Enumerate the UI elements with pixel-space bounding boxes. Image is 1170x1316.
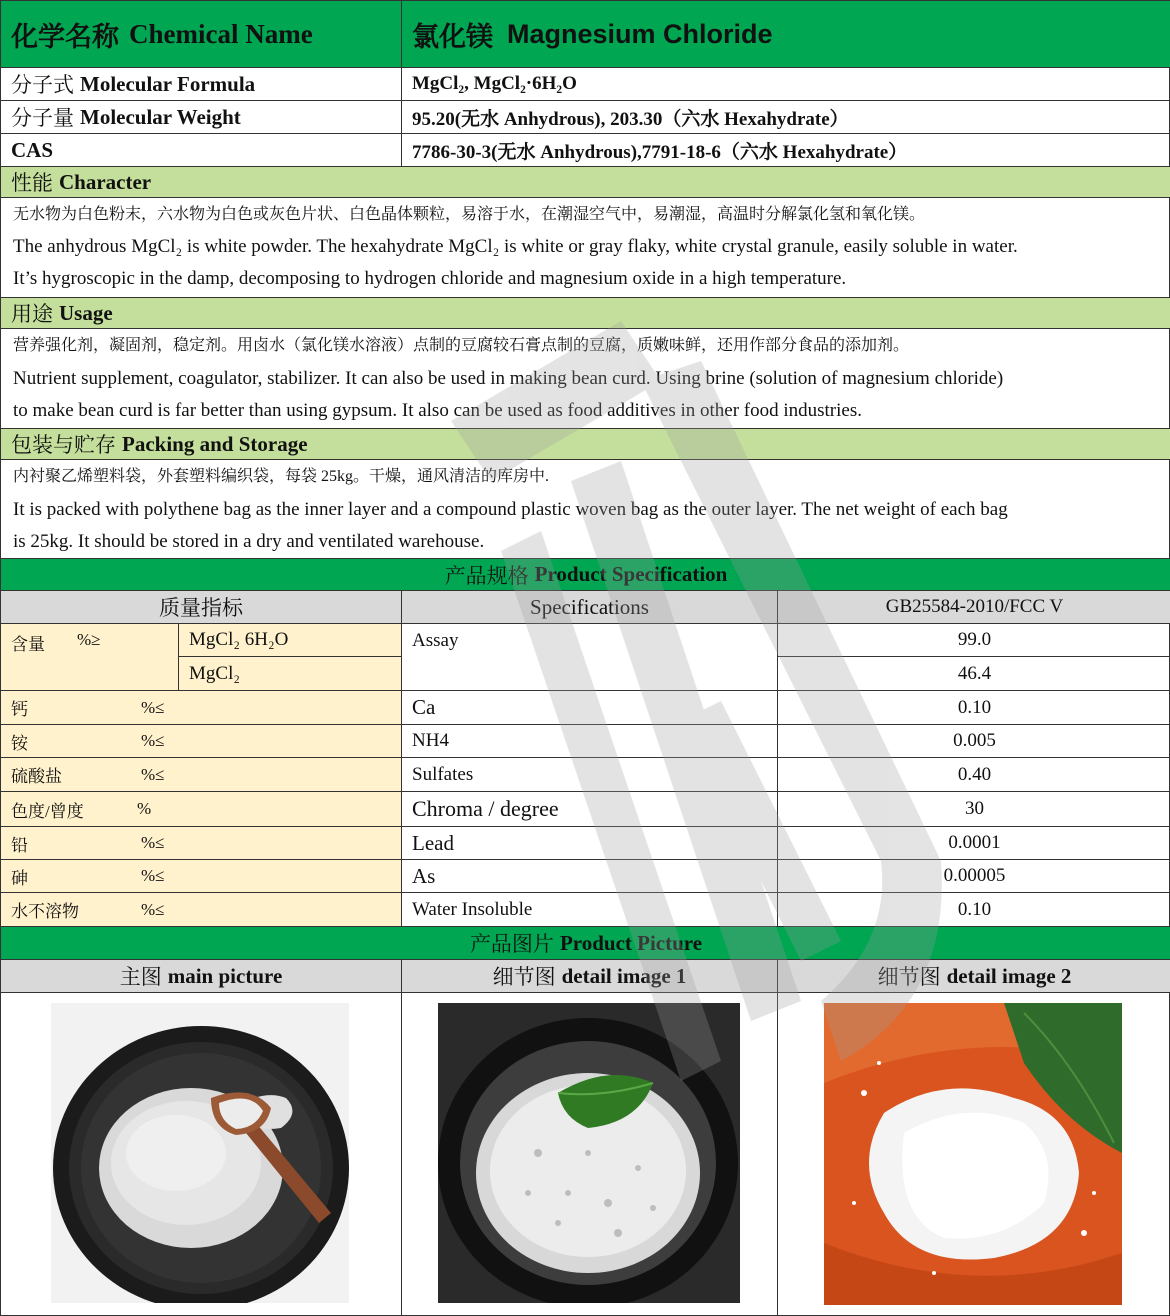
spec-row (1, 725, 1170, 758)
spec-row-value: 0.10 (957, 898, 992, 920)
spec-table-header (1, 591, 1170, 624)
spec-row-cn: 铅 (11, 835, 28, 855)
picture-band (1, 927, 1170, 960)
section-text-en-2: is 25kg. It should be stored in a dry and ventilated warehouse. (13, 531, 485, 552)
assay-en: Assay (402, 624, 778, 690)
caption-detail-1 (402, 960, 778, 992)
spec-row (1, 827, 1170, 860)
spec-row-unit: %≤ (141, 899, 165, 919)
assay-unit: %≥ (77, 630, 101, 649)
spec-row-value: 0.10 (957, 696, 992, 718)
caption-main-cn: 主图 (119, 965, 162, 989)
section-text-en-2: It’s hygroscopic in the damp, decomposing to hydrogen chloride and magnesium oxide in a high temperature. (13, 268, 847, 289)
info-label-en: Molecular Weight (80, 104, 241, 129)
section-title (1, 429, 1170, 459)
section-title-cn: 用途 (11, 302, 53, 326)
section-title (1, 167, 1170, 197)
section-title-en: Usage (59, 300, 113, 325)
picture-captions (1, 960, 1170, 993)
spec-row-en: Sulfates (402, 758, 778, 791)
main-product-image (51, 1003, 349, 1303)
info-label (1, 134, 402, 166)
picture-band-cn: 产品图片 (469, 932, 554, 956)
spec-row-unit: %≤ (141, 866, 165, 885)
header-left-cn: 化学名称 (11, 21, 119, 52)
section-title-en: Character (59, 169, 152, 194)
caption-detail1-cn: 细节图 (492, 965, 556, 989)
info-label-cn: 分子量 (11, 106, 74, 130)
header-row (1, 1, 1170, 68)
header-right-en: Magnesium Chloride (507, 18, 773, 49)
main-product-svg (51, 1003, 349, 1303)
spec-row-value: 30 (965, 798, 984, 819)
section-title-cn: 性能 (11, 171, 53, 195)
spec-row-en: NH4 (402, 725, 778, 757)
detail-1-svg (438, 1003, 740, 1303)
section-text-cn: 内衬聚乙烯塑料袋，外套塑料编织袋，每袋 25kg。干燥，通风清洁的库房中. (13, 468, 550, 485)
section-header-character (1, 167, 1170, 198)
assay-label: 含量 (11, 635, 45, 654)
caption-detail1-en: detail image 1 (561, 963, 687, 988)
spec-row-en: Ca (402, 691, 778, 724)
section-title-en: Packing and Storage (122, 431, 308, 456)
spec-row-cn: 水不溶物 (11, 902, 79, 921)
caption-main (1, 960, 402, 992)
section-text-cn: 无水物为白色粉末，六水物为白色或灰色片状、白色晶体颗粒，易溶于水，在潮湿空气中，易潮湿，高温时分解氯化氢和氧化镁。 (13, 206, 926, 223)
header-label-cell (1, 1, 402, 67)
spec-row-label (1, 691, 402, 724)
spec-row (1, 691, 1170, 725)
spec-row-cn: 硫酸盐 (11, 767, 62, 786)
info-value: MgCl₂, MgCl₂·6H₂O (412, 73, 577, 94)
spec-row-cn: 砷 (11, 868, 28, 888)
col-header-spec: Specifications (402, 591, 778, 623)
spec-row-value: 0.005 (953, 730, 996, 751)
detail-image-1 (438, 1003, 740, 1303)
section-text-en-1: Nutrient supplement, coagulator, stabilizer. It can also be used in making bean curd. Using brine (solution of magnesium chloride) (13, 368, 1004, 389)
section-title (1, 298, 1170, 328)
spec-row (1, 758, 1170, 792)
header-right-cn: 氯化镁 (412, 21, 493, 52)
spec-row (1, 792, 1170, 827)
spec-row-cn: 铵 (11, 733, 28, 753)
spec-row-label (1, 792, 402, 826)
info-label (1, 101, 402, 133)
info-row-weight (1, 101, 1170, 134)
info-label-en: CAS (11, 137, 54, 162)
assay-value-1: 99.0 (778, 624, 1170, 657)
detail-2-svg (824, 1003, 1122, 1305)
info-value: 95.20(无水 Anhydrous), 203.30（六水 Hexahydrate） (412, 108, 849, 130)
section-header-packing (1, 429, 1170, 460)
info-row-cas (1, 134, 1170, 167)
caption-main-en: main picture (167, 963, 283, 988)
spec-row-cn: 色度/曾度 (11, 801, 84, 821)
section-body-packing (1, 460, 1170, 559)
caption-detail-2 (778, 960, 1170, 992)
spec-band-title (1, 559, 1170, 590)
info-row-formula (1, 68, 1170, 101)
picture-band-title (1, 927, 1170, 959)
header-left-en: Chemical Name (129, 18, 313, 49)
section-text-cn: 营养强化剂，凝固剂，稳定剂。用卤水（氯化镁水溶液）点制的豆腐较石膏点制的豆腐，质嫩味鲜，还用作部分食品的添加剂。 (13, 337, 910, 354)
section-body-usage (1, 329, 1170, 429)
section-body-character (1, 198, 1170, 298)
spec-row-assay (1, 624, 1170, 691)
spec-row-value: 0.0001 (948, 832, 1001, 853)
spec-band-cn: 产品规格 (444, 563, 529, 588)
col-header-standard: GB25584-2010/FCC V (885, 596, 1064, 617)
section-text-en-1: It is packed with polythene bag as the inner layer and a compound plastic woven bag as the outer layer. The net weight of each bag (13, 499, 1008, 520)
detail-image-2 (824, 1003, 1122, 1305)
info-label-cn: 分子式 (11, 73, 74, 97)
spec-band-en: Product Specification (534, 562, 728, 586)
spec-row-en: As (402, 860, 778, 892)
info-value: 7786-30-3(无水 Anhydrous),7791-18-6（六水 Hexahydrate） (412, 141, 908, 163)
spec-row-unit: %≤ (141, 833, 165, 852)
col-header-quality: 质量指标 (1, 591, 402, 623)
spec-row-unit: %≤ (141, 764, 165, 784)
section-text-en-2: to make bean curd is far better than using gypsum. It also can be used as food additives in other food industries. (13, 400, 862, 421)
spec-row-label (1, 860, 402, 892)
spec-row-cn: 钙 (11, 700, 28, 719)
assay-sub-1: MgCl₂ 6H₂O (179, 624, 402, 657)
spec-row-en: Water Insoluble (402, 893, 778, 926)
assay-sub-2: MgCl₂ (179, 657, 402, 690)
spec-row (1, 893, 1170, 927)
spec-row-en: Lead (402, 827, 778, 859)
spec-row-label (1, 725, 402, 757)
section-title-cn: 包装与贮存 (11, 433, 116, 457)
info-label-en: Molecular Formula (80, 71, 256, 96)
picture-row (1, 993, 1170, 1315)
info-label (1, 68, 402, 100)
section-header-usage (1, 298, 1170, 329)
spec-row-value: 0.00005 (943, 865, 1006, 886)
spec-row-en: Chroma / degree (402, 792, 778, 826)
spec-row-label (1, 827, 402, 859)
spec-row-value: 0.40 (957, 763, 992, 785)
assay-label-cell (1, 624, 179, 690)
caption-detail2-cn: 细节图 (877, 965, 941, 989)
spec-row (1, 860, 1170, 893)
caption-detail2-en: detail image 2 (946, 963, 1072, 988)
spec-row-unit: %≤ (141, 731, 165, 750)
spec-row-label (1, 758, 402, 791)
spec-row-unit: %≤ (141, 697, 165, 717)
spec-row-label (1, 893, 402, 926)
spec-band (1, 559, 1170, 591)
header-value-cell (402, 1, 1170, 67)
assay-value-2: 46.4 (957, 662, 992, 684)
spec-row-unit: % (137, 799, 152, 818)
section-text-en-1: The anhydrous MgCl₂ is white powder. The hexahydrate MgCl₂ is white or gray flaky, white crystal granule, easily soluble in water. (13, 236, 1018, 257)
picture-band-en: Product Picture (559, 930, 703, 955)
